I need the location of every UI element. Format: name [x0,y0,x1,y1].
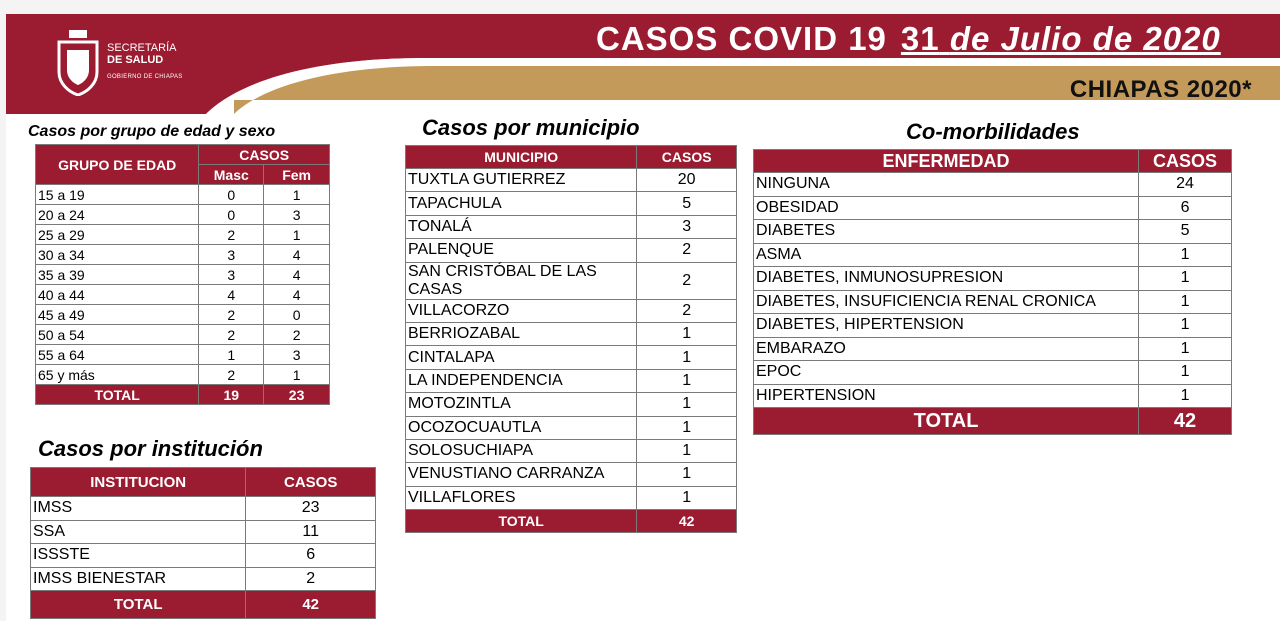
title-text: CASOS COVID 19 [596,20,887,57]
institution-total-row [31,591,376,619]
comorbidity-cell-cases: 6 [1139,196,1232,220]
comorbidity-row [754,384,1232,408]
institution-table-body [31,497,376,591]
age-col-masc: Masc [199,165,264,185]
report-subtitle: CHIAPAS 2020* [1069,76,1252,103]
date-rest: de Julio de 2020 [949,20,1221,57]
municipality-row [406,393,737,416]
comorbidity-cell-name: NINGUNA [754,173,1139,197]
comorbidity-row [754,196,1232,220]
institution-section-title: Casos por institución [38,436,263,461]
municipality-row [406,239,737,262]
age-cell-fem: 3 [264,345,330,365]
comorbidity-table-body [754,173,1232,408]
institution-table [30,467,376,619]
municipality-cell-cases: 1 [637,439,737,462]
age-col-fem: Fem [264,165,330,185]
coat-of-arms-icon [55,30,101,96]
municipality-cell-name: SAN CRISTÓBAL DE LAS CASAS [406,262,637,299]
municipality-cell-cases: 1 [637,463,737,486]
comorbidity-row [754,220,1232,244]
age-cell-group: 55 a 64 [36,345,199,365]
age-cell-fem: 4 [264,265,330,285]
municipality-col-cases: CASOS [637,146,737,169]
municipality-cell-name: VILLAFLORES [406,486,637,509]
municipality-row [406,416,737,439]
age-cell-fem: 1 [264,225,330,245]
age-total-fem: 23 [264,385,330,405]
comorbidity-total: 42 [1139,408,1232,435]
municipality-cell-name: VILLACORZO [406,299,637,322]
municipality-row [406,169,737,192]
institution-row [31,567,376,591]
age-cell-group: 30 a 34 [36,245,199,265]
institution-cell-cases: 6 [246,544,376,568]
municipality-row [406,346,737,369]
comorbidity-cell-cases: 1 [1139,337,1232,361]
comorbidity-row [754,314,1232,338]
age-cell-masc: 2 [199,225,264,245]
municipality-section-title: Casos por municipio [422,115,640,140]
comorbidity-cell-cases: 1 [1139,267,1232,291]
municipality-total-label: TOTAL [406,510,637,533]
comorbidity-cell-name: EMBARAZO [754,337,1139,361]
institution-cell-cases: 11 [246,520,376,544]
municipality-cell-name: TONALÁ [406,215,637,238]
municipality-cell-cases: 2 [637,239,737,262]
comorbidity-row [754,290,1232,314]
comorbidity-cell-cases: 1 [1139,361,1232,385]
municipality-cell-cases: 1 [637,416,737,439]
age-cell-group: 50 a 54 [36,325,199,345]
age-table [35,144,330,405]
comorbidity-col-name: ENFERMEDAD [754,150,1139,173]
logo-line2: DE SALUD [107,54,164,66]
age-row [36,285,330,305]
comorbidity-cell-cases: 5 [1139,220,1232,244]
age-cell-group: 40 a 44 [36,285,199,305]
age-row [36,345,330,365]
municipality-cell-cases: 1 [637,322,737,345]
comorbidity-table [753,149,1232,435]
comorbidity-cell-cases: 1 [1139,314,1232,338]
report-title [596,20,1221,58]
age-cell-fem: 0 [264,305,330,325]
institution-cell-name: IMSS BIENESTAR [31,567,246,591]
age-cell-group: 65 y más [36,365,199,385]
age-cell-masc: 0 [199,185,264,205]
age-row [36,225,330,245]
municipality-row [406,322,737,345]
municipality-cell-name: BERRIOZABAL [406,322,637,345]
age-cell-masc: 2 [199,325,264,345]
age-row [36,185,330,205]
municipality-cell-name: PALENQUE [406,239,637,262]
municipality-row [406,215,737,238]
municipality-total-row [406,510,737,533]
municipality-table-body [406,169,737,510]
comorbidity-row [754,337,1232,361]
comorbidity-cell-name: HIPERTENSION [754,384,1139,408]
age-total-label: TOTAL [36,385,199,405]
age-total-masc: 19 [199,385,264,405]
municipality-col-name: MUNICIPIO [406,146,637,169]
age-cell-fem: 2 [264,325,330,345]
municipality-cell-name: LA INDEPENDENCIA [406,369,637,392]
municipality-row [406,192,737,215]
institution-row [31,544,376,568]
logo-line3: GOBIERNO DE CHIAPAS [107,74,183,80]
comorbidity-row [754,173,1232,197]
comorbidity-cell-name: EPOC [754,361,1139,385]
logo-line1: SECRETARÍA [107,42,177,54]
institution-cell-name: IMSS [31,497,246,521]
municipality-cell-name: CINTALAPA [406,346,637,369]
comorbidity-total-label: TOTAL [754,408,1139,435]
comorbidity-cell-cases: 1 [1139,290,1232,314]
institution-cell-cases: 23 [246,497,376,521]
municipality-cell-cases: 3 [637,215,737,238]
age-cell-group: 45 a 49 [36,305,199,325]
comorbidity-col-cases: CASOS [1139,150,1232,173]
municipality-cell-cases: 1 [637,393,737,416]
comorbidity-row [754,243,1232,267]
comorbidity-cell-cases: 1 [1139,384,1232,408]
age-section-title: Casos por grupo de edad y sexo [28,123,276,140]
age-cell-group: 20 a 24 [36,205,199,225]
comorbidity-total-row [754,408,1232,435]
age-col-group: GRUPO DE EDAD [36,145,199,185]
age-cell-fem: 1 [264,365,330,385]
municipality-row [406,439,737,462]
municipality-cell-name: OCOZOCUAUTLA [406,416,637,439]
comorbidity-cell-name: DIABETES [754,220,1139,244]
municipality-cell-cases: 1 [637,486,737,509]
secretaria-salud-logo [55,30,205,100]
age-cell-fem: 3 [264,205,330,225]
age-cell-group: 25 a 29 [36,225,199,245]
institution-row [31,497,376,521]
age-cell-masc: 2 [199,305,264,325]
age-cell-masc: 1 [199,345,264,365]
municipality-row [406,262,737,299]
municipality-cell-cases: 1 [637,369,737,392]
comorbidity-cell-cases: 24 [1139,173,1232,197]
municipality-cell-name: SOLOSUCHIAPA [406,439,637,462]
municipality-cell-name: TAPACHULA [406,192,637,215]
age-cell-fem: 4 [264,245,330,265]
municipality-cell-name: TUXTLA GUTIERREZ [406,169,637,192]
comorbidity-section-title: Co-morbilidades [906,119,1080,144]
age-col-cases: CASOS [199,145,330,165]
comorbidity-cell-name: DIABETES, INMUNOSUPRESION [754,267,1139,291]
institution-total-label: TOTAL [31,591,246,619]
municipality-table [405,145,737,533]
age-cell-masc: 2 [199,365,264,385]
age-cell-masc: 0 [199,205,264,225]
municipality-row [406,486,737,509]
comorbidity-cell-cases: 1 [1139,243,1232,267]
institution-cell-name: SSA [31,520,246,544]
age-row [36,205,330,225]
municipality-cell-name: MOTOZINTLA [406,393,637,416]
institution-row [31,520,376,544]
age-row [36,305,330,325]
age-cell-group: 35 a 39 [36,265,199,285]
municipality-row [406,463,737,486]
municipality-cell-cases: 1 [637,346,737,369]
municipality-cell-cases: 2 [637,262,737,299]
age-total-row [36,385,330,405]
institution-col-cases: CASOS [246,468,376,497]
municipality-total: 42 [637,510,737,533]
age-row [36,245,330,265]
comorbidity-row [754,361,1232,385]
municipality-row [406,369,737,392]
age-cell-masc: 4 [199,285,264,305]
institution-col-name: INSTITUCION [31,468,246,497]
comorbidity-cell-name: DIABETES, HIPERTENSION [754,314,1139,338]
age-table-body [36,185,330,385]
age-cell-fem: 1 [264,185,330,205]
age-cell-masc: 3 [199,265,264,285]
municipality-cell-cases: 2 [637,299,737,322]
comorbidity-cell-name: DIABETES, INSUFICIENCIA RENAL CRONICA [754,290,1139,314]
comorbidity-cell-name: ASMA [754,243,1139,267]
report-date [901,20,1221,57]
institution-cell-name: ISSSTE [31,544,246,568]
comorbidity-cell-name: OBESIDAD [754,196,1139,220]
age-row [36,325,330,345]
age-cell-group: 15 a 19 [36,185,199,205]
institution-total: 42 [246,591,376,619]
comorbidity-row [754,267,1232,291]
municipality-cell-name: VENUSTIANO CARRANZA [406,463,637,486]
municipality-row [406,299,737,322]
age-row [36,365,330,385]
age-cell-fem: 4 [264,285,330,305]
date-day: 31 [900,20,940,57]
municipality-cell-cases: 20 [637,169,737,192]
age-cell-masc: 3 [199,245,264,265]
institution-cell-cases: 2 [246,567,376,591]
age-row [36,265,330,285]
municipality-cell-cases: 5 [637,192,737,215]
